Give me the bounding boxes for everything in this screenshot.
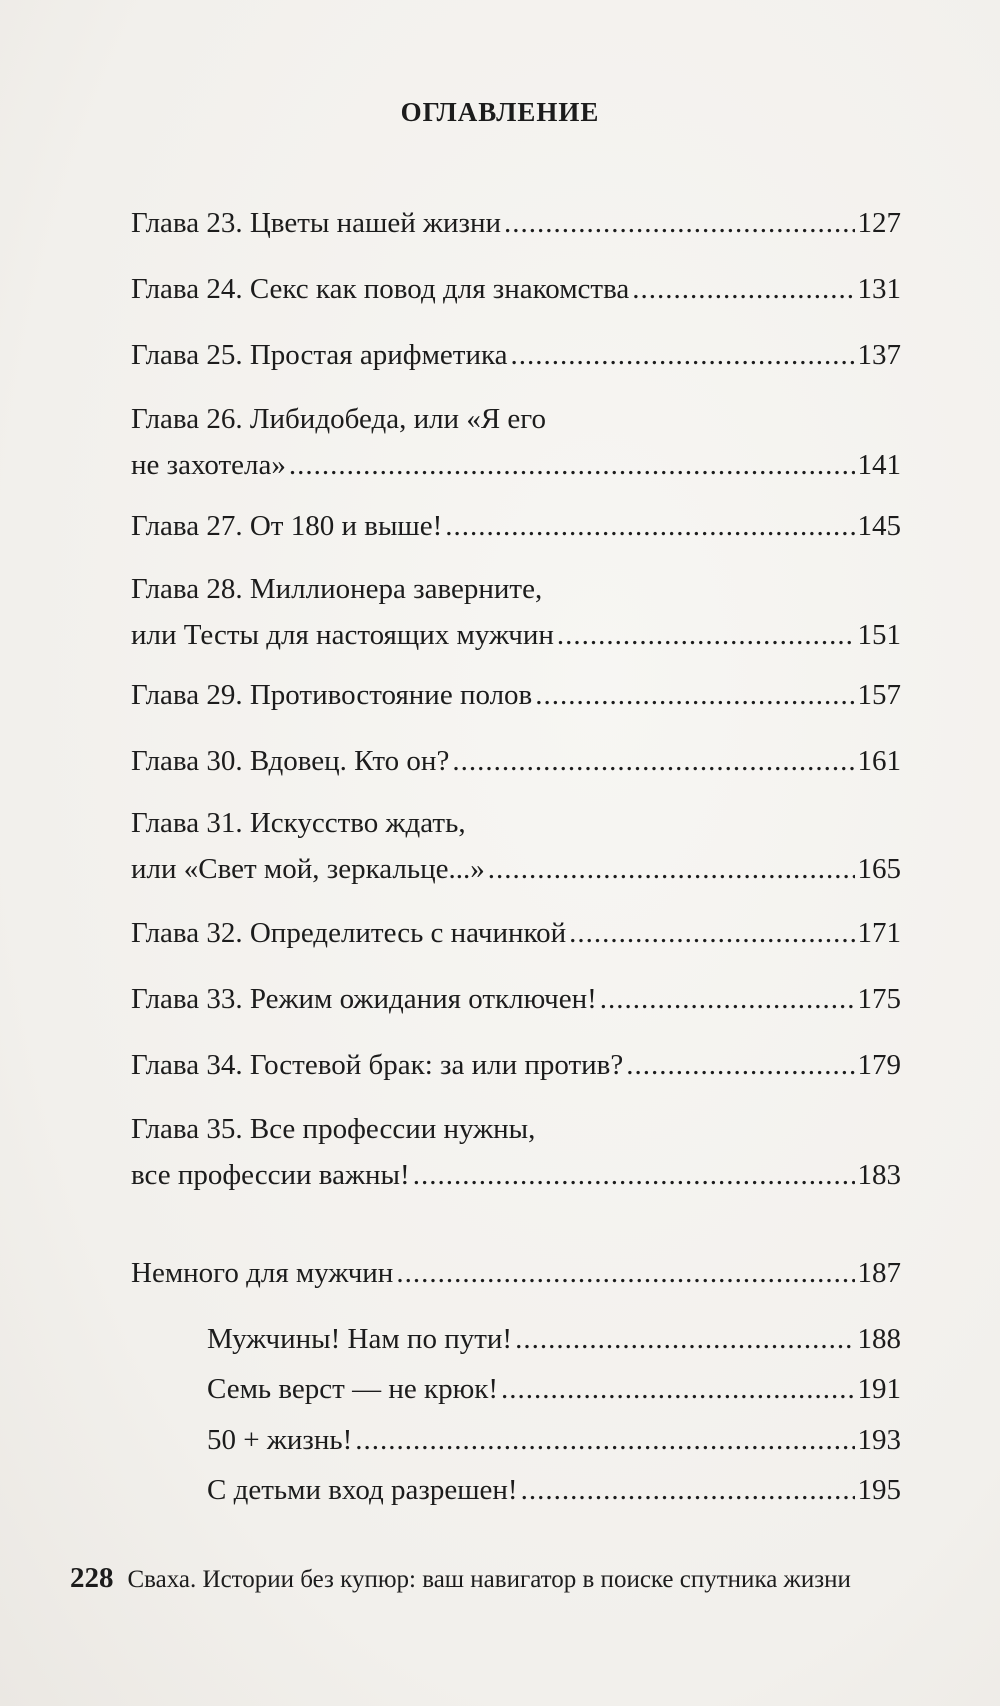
toc-entry-chapter-26 <box>131 399 901 485</box>
toc-subentry <box>207 1470 901 1510</box>
toc-entry-title: Глава 25. Простая арифметика <box>131 339 508 371</box>
dot-leader <box>504 203 854 243</box>
page-footer <box>70 1562 950 1595</box>
dot-leader <box>557 615 855 655</box>
toc-subentry <box>207 1369 901 1409</box>
dot-leader <box>569 913 854 953</box>
toc-subentry <box>207 1319 901 1359</box>
toc-entry-page: 183 <box>857 1159 901 1191</box>
toc-entry-title: Глава 27. От 180 и выше! <box>131 510 443 542</box>
dot-leader <box>452 741 854 781</box>
dot-leader <box>626 1045 854 1085</box>
toc-entry-title: Семь верст — не крюк! <box>207 1373 498 1405</box>
toc-entry-title-line1: Глава 26. Либидобеда, или «Я его <box>131 403 546 435</box>
dot-leader <box>521 1470 855 1510</box>
toc-entry-for-men <box>131 1253 901 1293</box>
toc-entry-page: 161 <box>857 745 901 777</box>
toc-entry-title: Глава 29. Противостояние полов <box>131 679 533 711</box>
toc-entry-chapter-27 <box>131 506 901 546</box>
dot-leader <box>396 1253 854 1293</box>
table-of-contents <box>131 0 901 1706</box>
toc-entry-chapter-34 <box>131 1045 901 1085</box>
toc-entry-page: 171 <box>857 917 901 949</box>
toc-entry-title-line1: Глава 31. Искусство ждать, <box>131 807 466 839</box>
toc-entry-chapter-29 <box>131 675 901 715</box>
toc-entry-page: 145 <box>857 510 901 542</box>
toc-entry-chapter-30 <box>131 741 901 781</box>
dot-leader <box>535 675 854 715</box>
toc-entry-title-line1: Глава 28. Миллионера заверните, <box>131 573 543 605</box>
toc-entry-title: Глава 34. Гостевой брак: за или против? <box>131 1049 624 1081</box>
toc-entry-title: Мужчины! Нам по пути! <box>207 1323 513 1355</box>
toc-entry-page: 131 <box>857 273 901 305</box>
toc-entry-page: 191 <box>857 1373 901 1405</box>
toc-entry-page: 137 <box>857 339 901 371</box>
toc-entry-title: Глава 24. Секс как повод для знакомства <box>131 273 630 305</box>
toc-entry-chapter-31 <box>131 803 901 889</box>
dot-leader <box>289 445 855 485</box>
toc-entry-title-line1: Глава 35. Все профессии нужны, <box>131 1113 536 1145</box>
dot-leader <box>600 979 855 1019</box>
toc-entry-chapter-35 <box>131 1109 901 1195</box>
toc-entry-title: Глава 23. Цветы нашей жизни <box>131 207 502 239</box>
toc-entry-title: Глава 33. Режим ожидания отключен! <box>131 983 597 1015</box>
toc-entry-page: 141 <box>857 449 901 481</box>
toc-entry-chapter-33 <box>131 979 901 1019</box>
toc-entry-chapter-23 <box>131 203 901 243</box>
toc-entry-title: Глава 32. Определитесь с начинкой <box>131 917 567 949</box>
toc-entry-title: или «Свет мой, зеркальце...» <box>131 853 485 885</box>
toc-entry-page: 193 <box>857 1424 901 1456</box>
page-title: ОГЛАВЛЕНИЕ <box>400 97 600 127</box>
toc-entry-page: 157 <box>857 679 901 711</box>
toc-entry-title: не захотела» <box>131 449 286 481</box>
dot-leader <box>413 1155 855 1195</box>
toc-entry-page: 151 <box>857 619 901 651</box>
toc-entry-title: Немного для мужчин <box>131 1257 394 1289</box>
toc-entry-page: 195 <box>857 1474 901 1506</box>
dot-leader <box>445 506 854 546</box>
toc-entry-chapter-25 <box>131 335 901 375</box>
running-title: Сваха. Истории без купюр: ваш навигатор в поиске спутника жизни <box>127 1566 851 1593</box>
dot-leader <box>488 849 855 889</box>
page-number: 228 <box>70 1562 114 1594</box>
dot-leader <box>355 1420 854 1460</box>
toc-entry-page: 165 <box>857 853 901 885</box>
toc-entry-title: С детьми вход разрешен! <box>207 1474 518 1506</box>
toc-entry-page: 188 <box>857 1323 901 1355</box>
toc-entry-title: 50 + жизнь! <box>207 1424 353 1456</box>
dot-leader <box>501 1369 855 1409</box>
toc-entry-title: все профессии важны! <box>131 1159 410 1191</box>
dot-leader <box>511 335 855 375</box>
dot-leader <box>632 269 854 309</box>
toc-entry-chapter-28 <box>131 569 901 655</box>
toc-entry-title: Глава 30. Вдовец. Кто он? <box>131 745 450 777</box>
toc-entry-chapter-24 <box>131 269 901 309</box>
toc-entry-page: 179 <box>857 1049 901 1081</box>
dot-leader <box>515 1319 854 1359</box>
toc-entry-chapter-32 <box>131 913 901 953</box>
toc-subentry <box>207 1420 901 1460</box>
toc-entry-page: 175 <box>857 983 901 1015</box>
toc-entry-page: 127 <box>857 207 901 239</box>
toc-entry-page: 187 <box>857 1257 901 1289</box>
toc-entry-title: или Тесты для настоящих мужчин <box>131 619 554 651</box>
